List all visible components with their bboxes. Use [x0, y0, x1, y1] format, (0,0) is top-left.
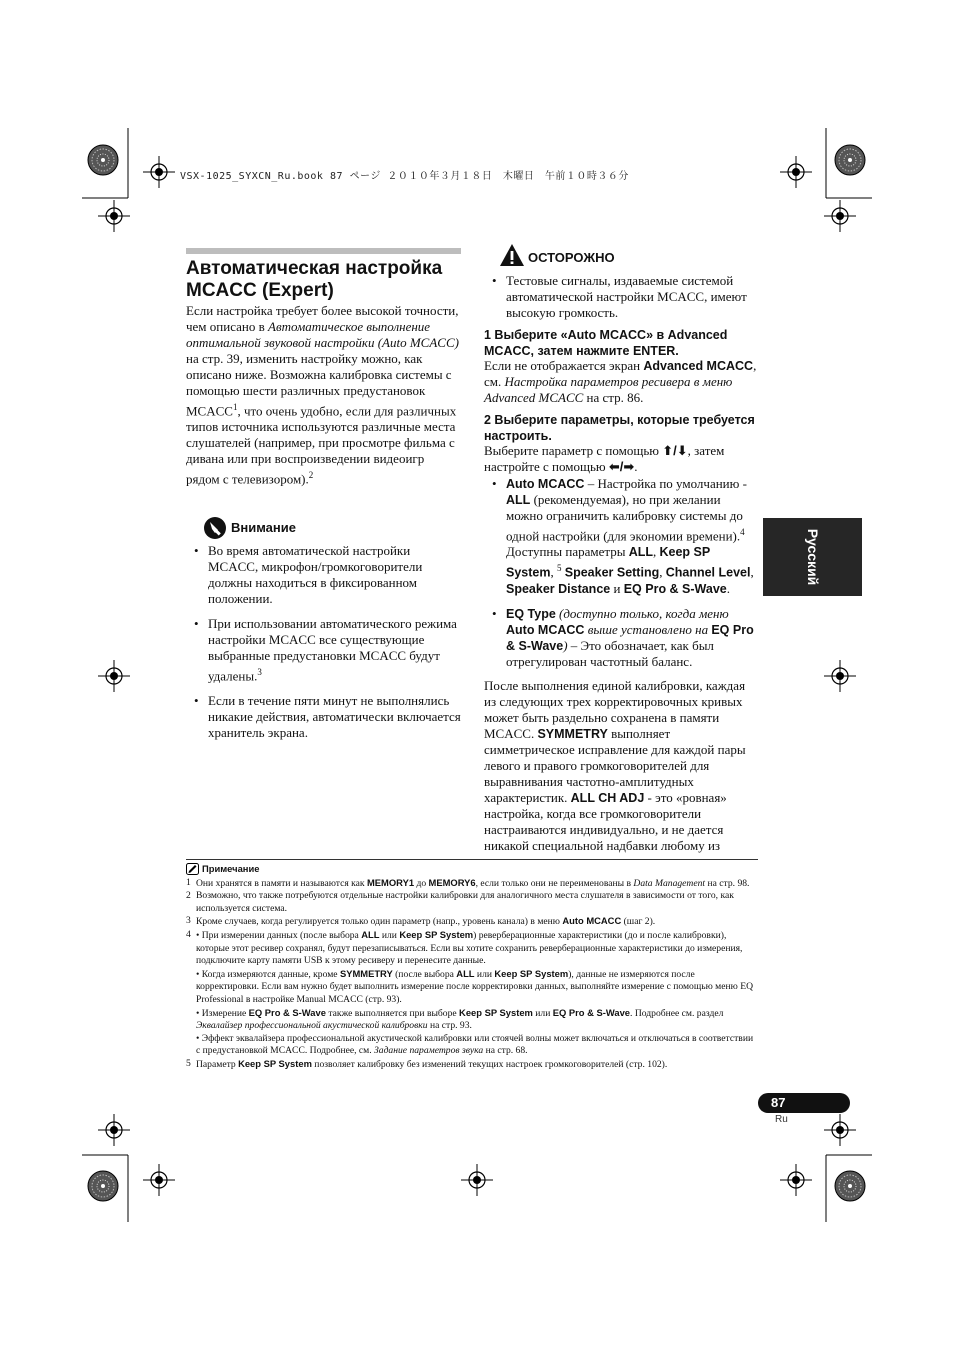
list-item: • EQ Type (доступно только, когда меню Auto MCACC выше установлено на EQ Pro & S-Wave) – Это обозначает, как был отрегулирован частотный баланс.: [484, 606, 758, 670]
notes-divider: [186, 859, 758, 860]
footnote-5: 5 Параметр Keep SP System позволяет калибровку без изменений текущих настроек громкоговорителей (стр. 102).: [186, 1057, 668, 1070]
title-bar: [186, 248, 461, 254]
step1-text: Если не отображается экран Advanced MCACC, см. Настройка параметров ресивера в меню Advanced MCACC на стр. 86.: [484, 358, 757, 405]
page-number-badge: [758, 1093, 850, 1113]
notes-heading: Примечание: [202, 863, 260, 874]
footnote-1: 1 Они хранятся в памяти и называются как MEMORY1 до MEMORY6, если только они не переименованы в Data Management на стр. 98.: [186, 876, 750, 889]
language-side-tab: Русский: [763, 518, 862, 596]
footnote-2: 2 Возможно, что также потребуются отдельные настройки калибровки для аналогичного места слушателя в зависимости от того, как используется система.: [186, 890, 734, 914]
page-title: [186, 258, 466, 302]
caution-list: [484, 273, 758, 330]
options-list: [484, 476, 758, 679]
list-item: • Тестовые сигналы, издаваемые системой автоматической настройки MCACC, имеют высокую громкость.: [484, 273, 758, 321]
list-item: • При использовании автоматического режима настройки MCACC все существующие выбранные предустановки MCACC будут удалены.$^3$: [186, 616, 461, 684]
step1-heading: 1 Выберите «Auto MCACC» в Advanced MCACC, затем нажмите ENTER.: [484, 328, 728, 358]
list-item: • Auto MCACC – Настройка по умолчанию - ALL (рекомендуемая), но при желании можно ограничить калибровку системы до одной настройки (для экономии времени).$^4$ Доступны параметры ALL, Keep SP System, $^5$ Speaker Setting, Channel Level, Speaker Distance и EQ Pro & S-Wave.: [484, 476, 758, 597]
caution-heading: ОСТОРОЖНО: [528, 250, 615, 265]
list-item: • Во время автоматической настройки MCACC, микрофон/громкоговорители должны находиться в фиксированном положении.: [186, 543, 461, 607]
list-item: • Если в течение пяти минут не выполнялись никакие действия, автоматически включается хранитель экрана.: [186, 693, 461, 741]
page-number: 87: [771, 1095, 786, 1110]
notes-section: [186, 863, 758, 1072]
intro-paragraph: Если настройка требует более высокой точности, чем описано в Автоматическое выполнение оптимальной звуковой настройки (Auto MCACC) на стр. 39, изменить настройку можно, как описано ниже. Возможна калибровка системы с помощью шести различных предустановок MCACC$^1$, что очень удобно, если для различных типов источника используются различные места слушателей (например, при просмотре фильма с дивана или при воспроизведении видеоигр рядом с телевизором).$^2$: [186, 303, 459, 487]
step2-text: Выберите параметр с помощью ⬆/⬇, затем настройте с помощью ⬅/➡.: [484, 443, 725, 474]
footnote-4: 4 • При измерении данных (после выбора ALL или Keep SP System) реверберационные характеристики (до и после калибровки), которые этот ресивер сохранял, будут перезаписываться. Если вы хотите сохранить реверберационные характеристики до измерения, подключите карту памяти USB к этому ресиверу и перенесите данные. • Когда измеряются данные, кроме SYMMETRY (после выбора ALL или Keep SP System), данные не измеряются после корректировки. Если вам нужно будет выполнить измерение после корректировки данных, выполняйте измерение с помощью меню EQ Professional в настройке Manual MCACC (стр. 93). • Измерение EQ Pro & S-Wave также выполняется при выборе Keep SP System или EQ Pro & S-Wave. Подробнее см. раздел Эквалайзер профессиональной акустической калибровки на стр. 93. • Эффект эквалайзера профессиональной акустической калибровки или стоячей волны может включаться и отключаться в соответствии с предустановкой MCACC. Подробнее, см. Задание параметров звука на стр. 68.: [186, 928, 754, 1057]
note-icon: [186, 863, 199, 875]
attention-list: [186, 543, 461, 750]
footnote-3: 3 Кроме случаев, когда регулируется только один параметр (напр., уровень канала) в меню Auto MCACC (шаг 2).: [186, 915, 656, 928]
attention-icon: [203, 516, 227, 540]
step2-heading: 2 Выберите параметры, которые требуется настроить.: [484, 413, 755, 443]
page-title-line1: Автоматическая настройка: [186, 258, 443, 279]
up-down-arrow-icon: ⬆/⬇: [662, 443, 688, 458]
page-title-line2: MCACC (Expert): [186, 280, 334, 301]
attention-heading: Внимание: [231, 520, 296, 535]
left-right-arrow-icon: ⬅/➡: [608, 459, 635, 474]
language-code: Ru: [775, 1114, 788, 1125]
warning-icon: [499, 243, 525, 267]
after-paragraph: После выполнения единой калибровки, каждая из следующих трех корректировочных кривых может быть раздельно сохранена в памяти MCACC. SYMMETRY выполняет симметрическое исправление для каждой пары левого и правого громкоговорителей для выравнивания частотно-амплитудных характеристик. ALL CH ADJ - это «ровная» настройка, когда все громкоговорители настраиваются индивидуально, и не дается никакой специальной надбавки любому из: [484, 678, 746, 853]
print-header-line: VSX-1025_SYXCN_Ru.book 87 ページ ２０１０年３月１８日 木曜日 午前１０時３６分: [180, 171, 629, 182]
